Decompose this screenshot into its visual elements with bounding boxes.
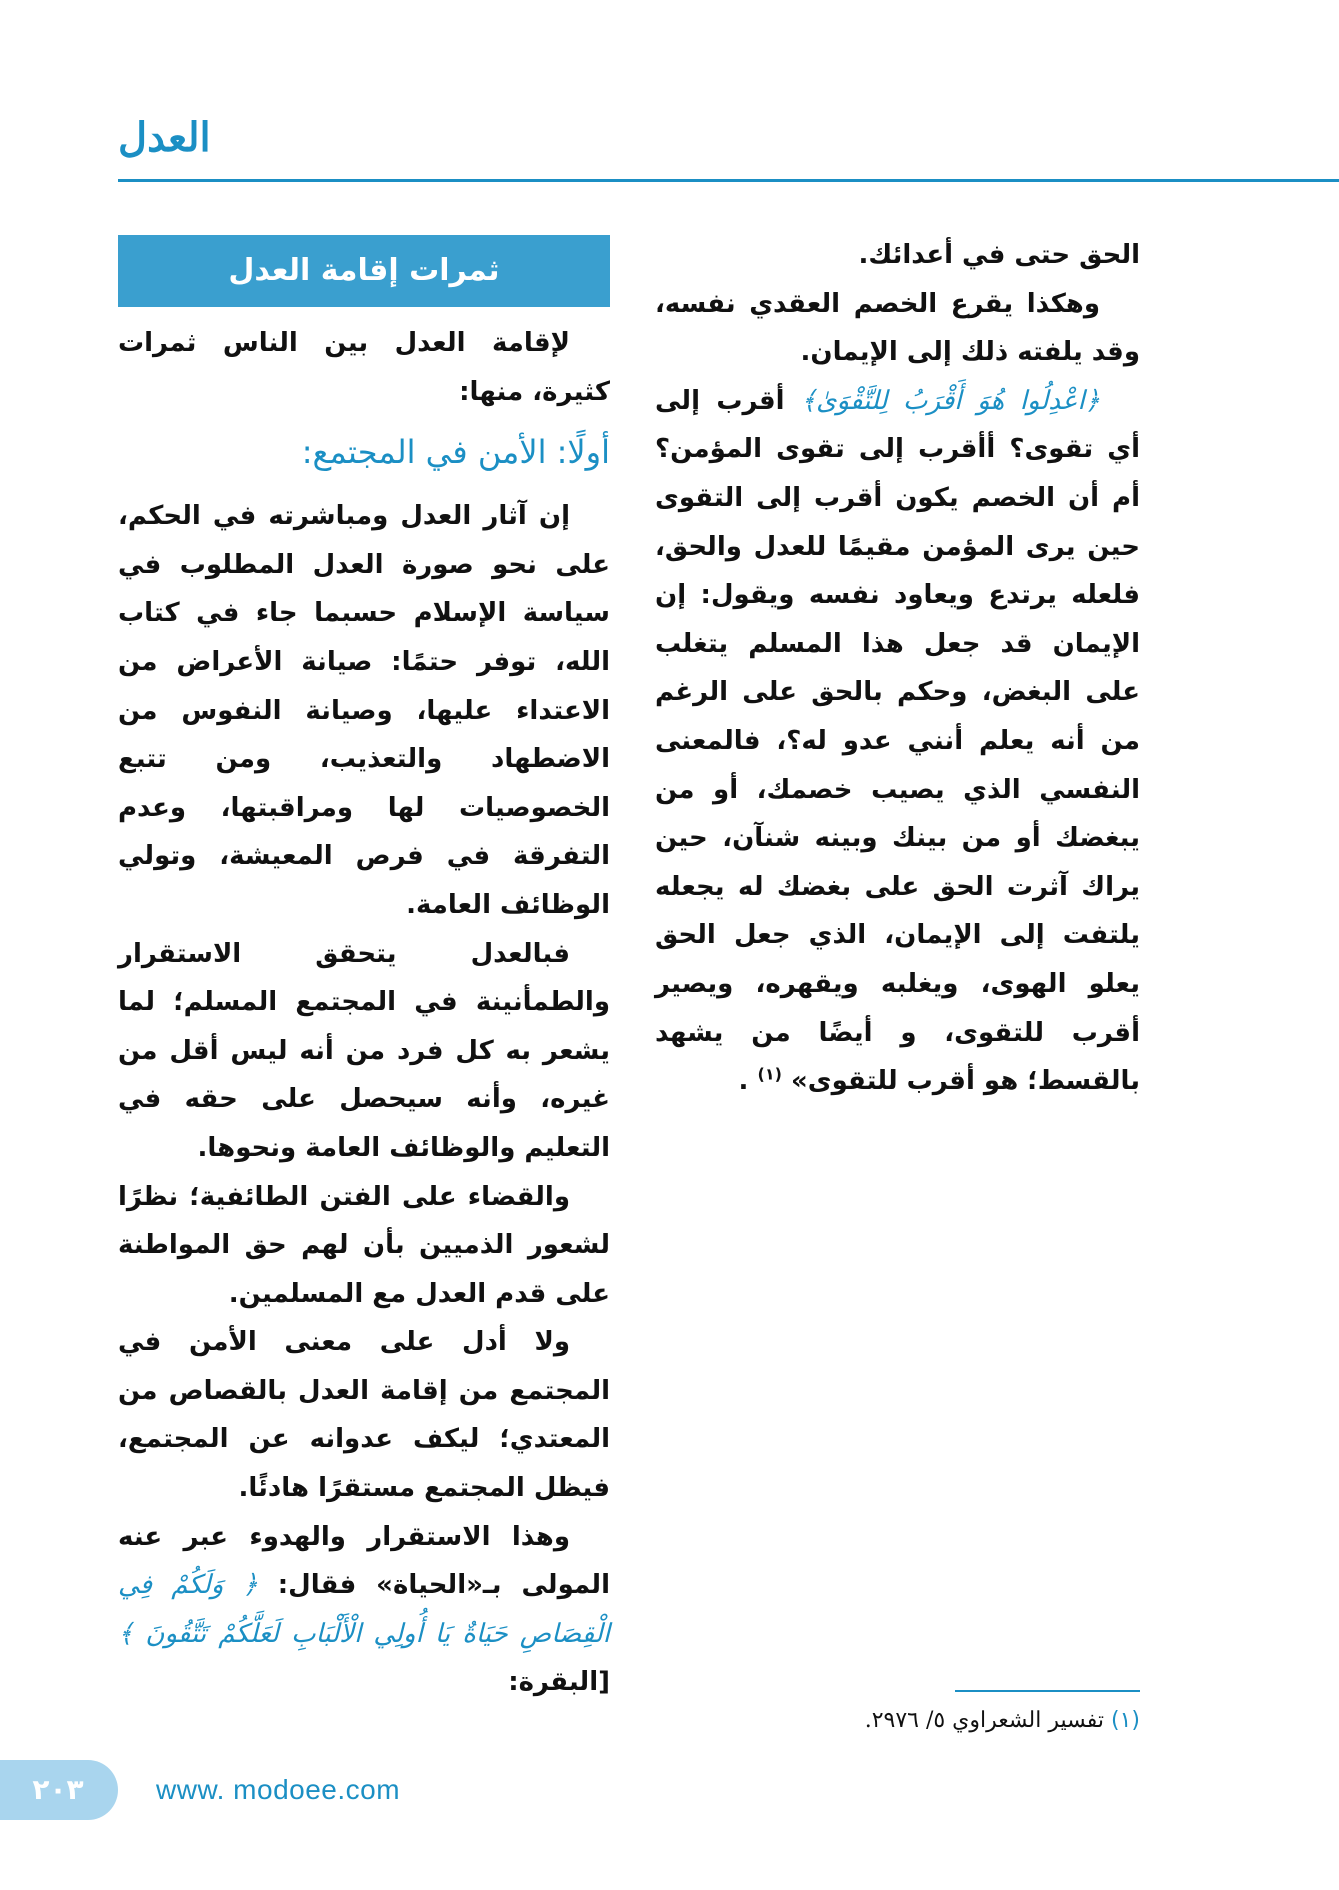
page-header-title: العدل [118, 114, 211, 161]
quran-verse: ﴿اعْدِلُوا هُوَ أَقْرَبُ لِلتَّقْوَىٰ﴾ [800, 385, 1100, 416]
verse-reference: [البقرة: [508, 1667, 610, 1698]
paragraph-text: أقرب إلى أي تقوى؟ أأقرب إلى تقوى المؤمن؟ أم أن الخصم يكون أقرب إلى التقوى حين يرى المؤمن مقيمًا للعدل والحق، فلعله يرتدع ويعاود نفسه ويقول: إن الإيمان قد جعل هذا المسلم يتغلب على البغض، وحكم بالحق على الرغم من أنه يعلم أنني عدو له؟، فالمعنى النفسي الذي يصيب خصمك، أو من يبغضك أو من بينك وبينه شنآن، حين يراك آثرت الحق على بغضك له يجعله يلتفت إلى الإيمان، الذي جعل الحق يعلو الهوى، ويغلبه ويقهره، ويصير أقرب للتقوى، و أيضًا من يشهد بالقسط؛ هو أقرب للتقوى» [655, 385, 1140, 1097]
sentence-end: . [738, 1066, 749, 1097]
paragraph: وهكذا يقرع الخصم العقدي نفسه، وقد يلفته ذلك إلى الإيمان. [655, 288, 1140, 368]
website-link[interactable]: www. modoee.com [156, 1774, 401, 1805]
subheading: أولًا: الأمن في المجتمع: [301, 433, 610, 472]
paragraph: فبالعدل يتحقق الاستقرار والطمأنينة في المجتمع المسلم؛ لما يشعر به كل فرد من أنه ليس أقل من غيره، وأنه سيحصل على حقه في التعليم والوظائف العامة ونحوها. [118, 938, 610, 1163]
page-number: ٢٠٣ [32, 1773, 84, 1806]
footnote-text: تفسير الشعراوي ٥/ ٢٩٧٦. [864, 1708, 1104, 1733]
footnote-reference[interactable]: (١) [757, 1064, 782, 1084]
header-divider [118, 179, 1339, 182]
paragraph: والقضاء على الفتن الطائفية؛ نظرًا لشعور الذميين بأن لهم حق المواطنة على قدم العدل مع المسلمين. [118, 1181, 610, 1309]
section-title-banner: ثمرات إقامة العدل [118, 235, 610, 307]
right-column [655, 231, 1140, 1106]
paragraph: لإقامة العدل بين الناس ثمرات كثيرة، منها: [118, 328, 610, 407]
quran-verse: ﴿ وَلَكُمْ فِي الْقِصَاصِ حَيَاةٌ يَا أُولِي الْأَلْبَابِ لَعَلَّكُمْ تَتَّقُونَ ﴾ [118, 1570, 610, 1649]
paragraph: إن آثار العدل ومباشرته في الحكم، على نحو صورة العدل المطلوب في سياسة الإسلام حسبما جاء في كتاب الله، توفر حتمًا: صيانة الأعراض من الاعتداء عليها، وصيانة النفوس من الاضطهاد والتعذيب، ومن تتبع الخصوصيات لها ومراقبتها، وعدم التفرقة في فرص المعيشة، وتولي الوظائف العامة. [118, 501, 610, 920]
paragraph: الحق حتى في أعدائك. [858, 240, 1140, 270]
paragraph: ولا أدل على معنى الأمن في المجتمع من إقامة العدل بالقصاص من المعتدي؛ ليكف عدوانه عن المجتمع، فيظل المجتمع مستقرًا هادئًا. [118, 1327, 610, 1504]
footnote-divider [955, 1690, 1140, 1692]
paragraph-text: وهذا الاستقرار والهدوء عبر عنه المولى بـ«الحياة» فقال: [118, 1521, 610, 1601]
left-column [118, 235, 610, 1707]
footnote [655, 1704, 1140, 1738]
footnote-number: (١) [1110, 1708, 1140, 1733]
paragraph-with-verse [655, 377, 1140, 1106]
paragraph-with-verse [118, 1513, 610, 1707]
